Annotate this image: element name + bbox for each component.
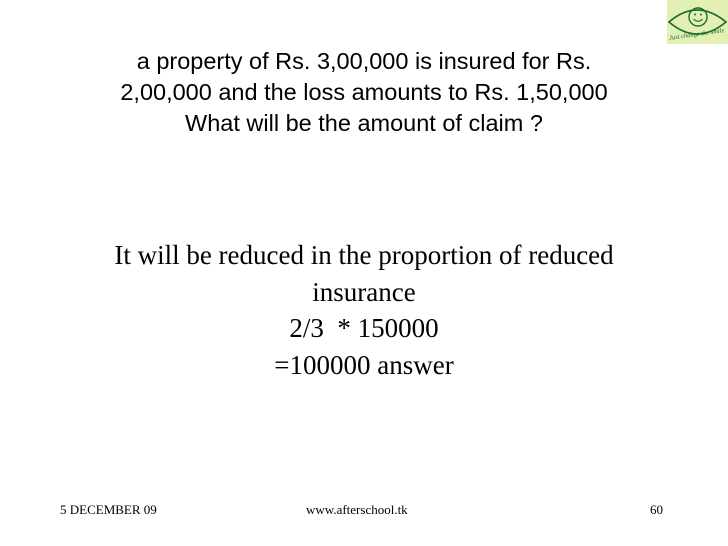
footer-site: www.afterschool.tk	[306, 502, 408, 517]
title-line-2: 2,00,000 and the loss amounts to Rs. 1,50,000	[120, 79, 608, 105]
footer-page-number: 60	[650, 502, 663, 517]
logo	[667, 0, 728, 44]
slide-body	[40, 237, 688, 383]
title-line-3: What will be the amount of claim ?	[185, 110, 543, 136]
body-line-2: insurance	[312, 276, 416, 307]
body-line-3: 2/3 * 150000	[289, 313, 439, 343]
title-line-1: a property of Rs. 3,00,000 is insured for Rs.	[136, 48, 592, 74]
slide-title	[40, 46, 688, 139]
logo-text: Just change the smile	[668, 27, 725, 42]
smiley-eye-logo-icon	[667, 0, 728, 44]
body-line-1: It will be reduced in the proportion of reduced	[114, 240, 614, 270]
footer-date: 5 DECEMBER 09	[60, 502, 157, 517]
body-line-4: =100000 answer	[274, 349, 454, 380]
